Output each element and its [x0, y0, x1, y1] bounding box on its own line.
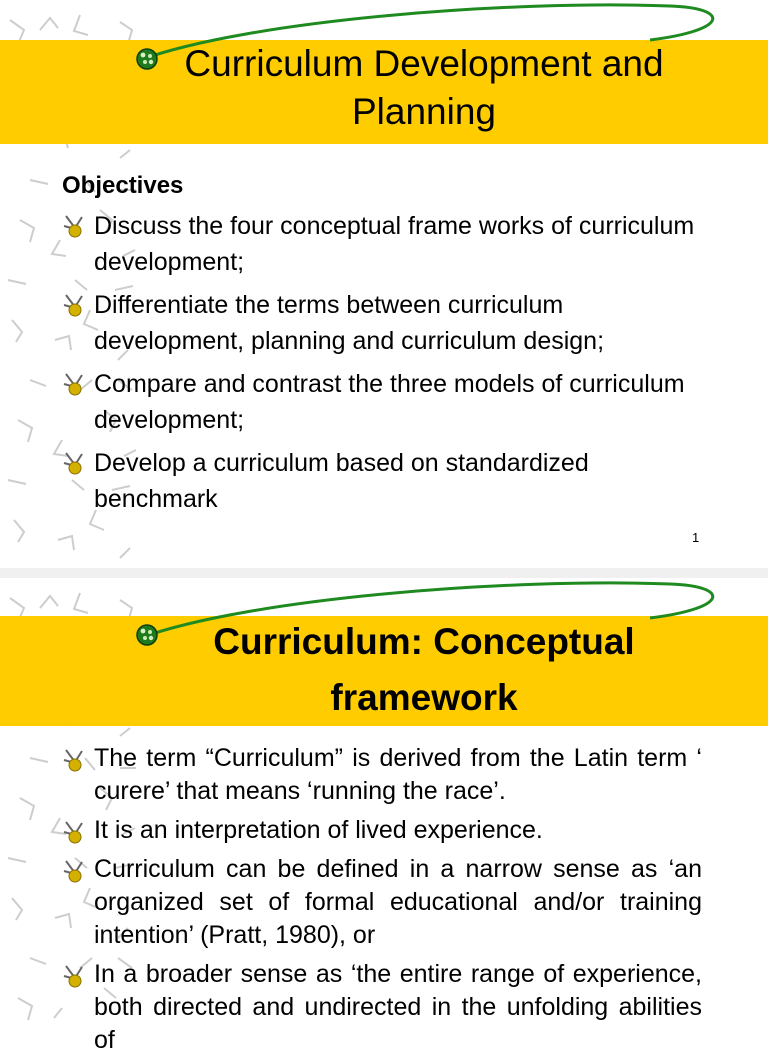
branch-bullet-icon	[62, 964, 88, 990]
branch-bullet-icon	[62, 451, 88, 477]
slide-title: Curriculum: Conceptual framework	[213, 621, 635, 718]
list-item: In a broader sense as ‘the entire range of experience, both directed and undirected in the unfolding abilities of	[62, 958, 702, 1057]
branch-bullet-icon	[62, 293, 88, 319]
green-ball-icon	[136, 624, 158, 646]
branch-bullet-icon	[62, 859, 88, 885]
branch-bullet-icon	[62, 372, 88, 398]
list-item: Curriculum can be defined in a narrow sense as ‘an organized set of formal educational and/or training intention’ (Pratt, 1980), or	[62, 853, 702, 952]
branch-bullet-icon	[62, 820, 88, 846]
green-ball-icon	[136, 48, 158, 70]
branch-bullet-icon	[62, 214, 88, 240]
branch-bullet-icon	[62, 748, 88, 774]
slide-title: Curriculum Development and Planning	[184, 43, 664, 132]
objectives-heading: Objectives	[62, 172, 184, 199]
list-item: Differentiate the terms between curriculum development, planning and curriculum design;	[62, 287, 702, 359]
list-item: Compare and contrast the three models of curriculum development;	[62, 366, 702, 438]
slide-divider	[0, 568, 768, 578]
slide-2	[0, 578, 768, 1054]
page-number: 1	[692, 530, 700, 545]
objectives-section	[62, 172, 702, 524]
list-item: The term “Curriculum” is derived from the Latin term ‘ curere’ that means ‘running the race’.	[62, 742, 702, 808]
list-item: It is an interpretation of lived experience.	[62, 814, 702, 847]
list-item: Discuss the four conceptual frame works of curriculum development;	[62, 208, 702, 280]
list-item: Develop a curriculum based on standardized benchmark	[62, 445, 702, 517]
definition-section	[62, 742, 702, 1063]
